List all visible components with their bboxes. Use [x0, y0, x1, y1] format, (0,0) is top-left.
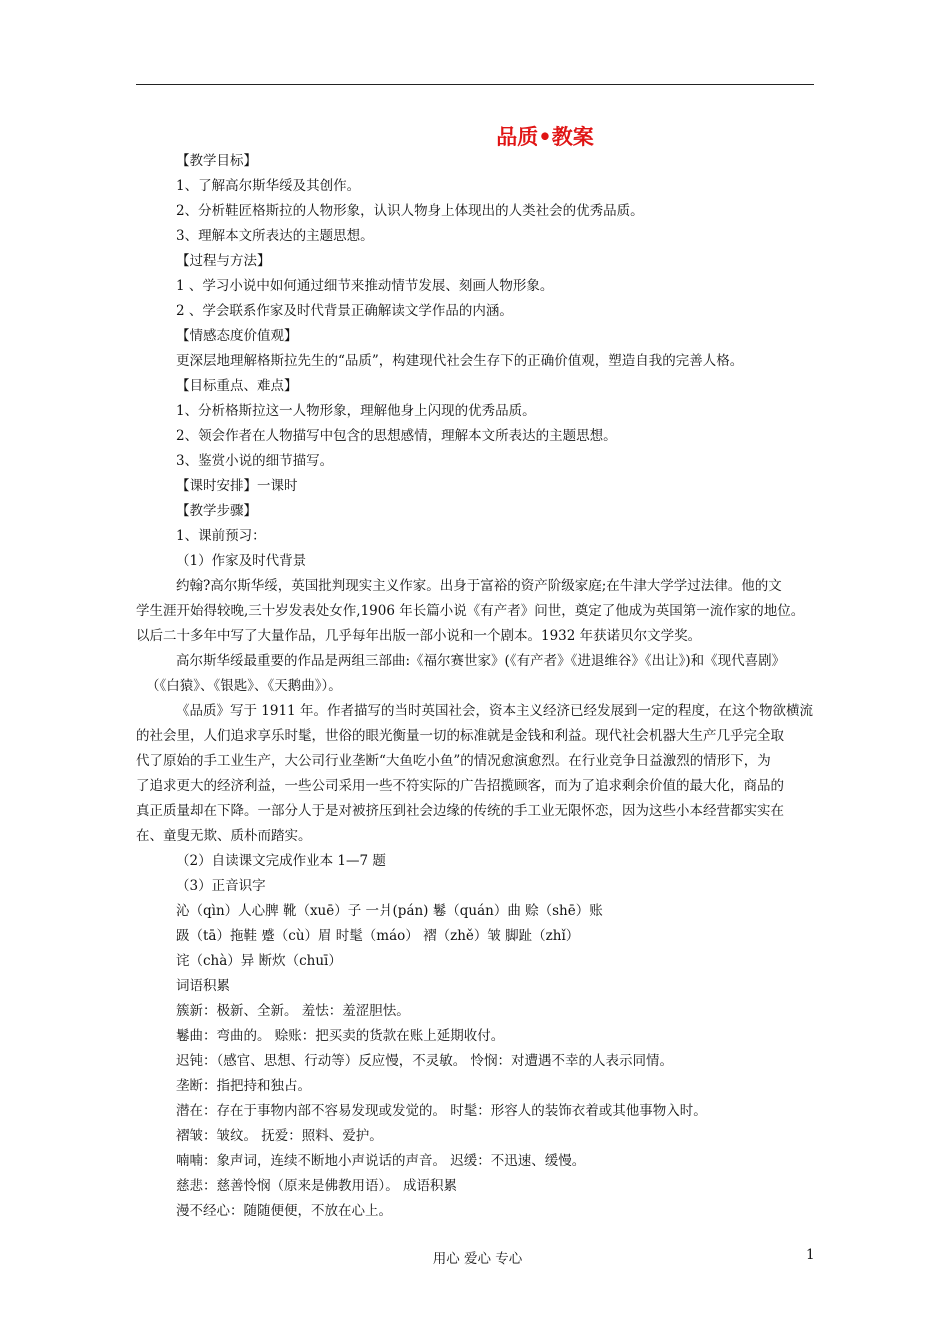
text-line: 【情感态度价值观】: [176, 328, 298, 344]
text-line: 高尔斯华绥最重要的作品是两组三部曲:《福尔赛世家》(《有产者》《进退维谷》《出让》)和《现代喜剧》: [176, 653, 786, 669]
text-line: 在、童叟无欺、质朴而踏实。: [136, 828, 312, 844]
text-line: 沁（qìn）人心脾 靴（xuē）子 一爿(pán) 鬈（quán）曲 赊（shē）账: [176, 903, 603, 919]
text-line: 《品质》写于 1911 年。作者描写的当时英国社会，资本主义经济已经发展到一定的程度，在这个物欲横流: [176, 703, 813, 719]
text-line: 3、鉴赏小说的细节描写。: [176, 453, 334, 469]
header-rule: [136, 84, 814, 85]
page-number: 1: [806, 1247, 815, 1263]
text-line: 了追求更大的经济利益，一些公司采用一些不符实际的广告招揽顾客，而为了追求剩余价值的最大化，商品的: [136, 778, 784, 794]
text-line: 2 、学会联系作家及时代背景正确解读文学作品的内涵。: [176, 303, 513, 319]
text-line: 喃喃：象声词，连续不断地小声说话的声音。 迟缓：不迅速、缓慢。: [176, 1153, 586, 1169]
text-line: 【教学目标】: [176, 153, 257, 169]
text-line: （3）正音识字: [176, 878, 266, 894]
text-line: 趿（tā）拖鞋 蹙（cù）眉 时髦（máo） 褶（zhě）皱 脚趾（zhǐ）: [176, 928, 580, 944]
text-line: 1、课前预习：: [176, 528, 266, 544]
text-line: 3、理解本文所表达的主题思想。: [176, 228, 374, 244]
text-line: 诧（chà）异 断炊（chuī）: [176, 953, 342, 969]
text-line: 【课时安排】一课时: [176, 478, 298, 494]
text-line: （《白猿》、《银匙》、《天鹅曲》）。: [146, 678, 342, 694]
text-line: 【过程与方法】: [176, 253, 271, 269]
text-line: 褶皱：皱纹。 抚爱：照料、爱护。: [176, 1128, 383, 1144]
text-line: 真正质量却在下降。一部分人于是对被挤压到社会边缘的传统的手工业无限怀恋，因为这些小本经营都实实在: [136, 803, 784, 819]
text-line: 词语积累: [176, 978, 230, 994]
text-line: 代了原始的手工业生产，大公司行业垄断“大鱼吃小鱼”的情况愈演愈烈。在行业竞争日益激烈的情形下，为: [136, 753, 771, 769]
text-line: 潜在：存在于事物内部不容易发现或发觉的。 时髦：形容人的装饰衣着或其他事物入时。: [176, 1103, 707, 1119]
text-line: 1、了解高尔斯华绥及其创作。: [176, 178, 361, 194]
footer-text: 用心 爱心 专心: [432, 1251, 523, 1267]
text-line: 以后二十多年中写了大量作品，几乎每年出版一部小说和一个剧本。1932 年获诺贝尔文学奖。: [136, 628, 702, 644]
text-line: 慈悲：慈善怜悯（原来是佛教用语）。 成语积累: [176, 1178, 458, 1194]
text-line: 迟钝：（感官、思想、行动等）反应慢，不灵敏。 怜悯：对遭遇不幸的人表示同情。: [176, 1053, 674, 1069]
document-title: 品质•教案: [496, 124, 594, 149]
text-line: 簇新：极新、全新。 羞怯：羞涩胆怯。: [176, 1003, 410, 1019]
text-line: 【目标重点、难点】: [176, 378, 298, 394]
text-line: 的社会里，人们追求享乐时髦，世俗的眼光衡量一切的标准就是金钱和利益。现代社会机器大生产几乎完全取: [136, 728, 784, 744]
text-line: 1、分析格斯拉这一人物形象，理解他身上闪现的优秀品质。: [176, 403, 536, 419]
text-line: 2、分析鞋匠格斯拉的人物形象，认识人物身上体现出的人类社会的优秀品质。: [176, 203, 644, 219]
text-line: 鬈曲：弯曲的。 赊账：把买卖的货款在账上延期收付。: [176, 1028, 505, 1044]
text-line: （1）作家及时代背景: [176, 553, 307, 569]
text-line: 1 、学习小说中如何通过细节来推动情节发展、刻画人物形象。: [176, 278, 554, 294]
text-line: 约翰?高尔斯华绥，英国批判现实主义作家。出身于富裕的资产阶级家庭;在牛津大学学过法律。他的文: [176, 578, 782, 594]
text-line: 学生涯开始得较晚,三十岁发表处女作,1906 年长篇小说《有产者》问世，奠定了他成为英国第一流作家的地位。: [136, 603, 805, 619]
text-line: 漫不经心：随随便便，不放在心上。: [176, 1203, 392, 1219]
text-line: 更深层地理解格斯拉先生的“品质”，构建现代社会生存下的正确价值观，塑造自我的完善人格。: [176, 353, 744, 369]
text-line: （2）自读课文完成作业本 1—7 题: [176, 853, 386, 869]
text-line: 垄断：指把持和独占。: [176, 1078, 311, 1094]
text-line: 【教学步骤】: [176, 503, 257, 519]
text-line: 2、领会作者在人物描写中包含的思想感情，理解本文所表达的主题思想。: [176, 428, 617, 444]
